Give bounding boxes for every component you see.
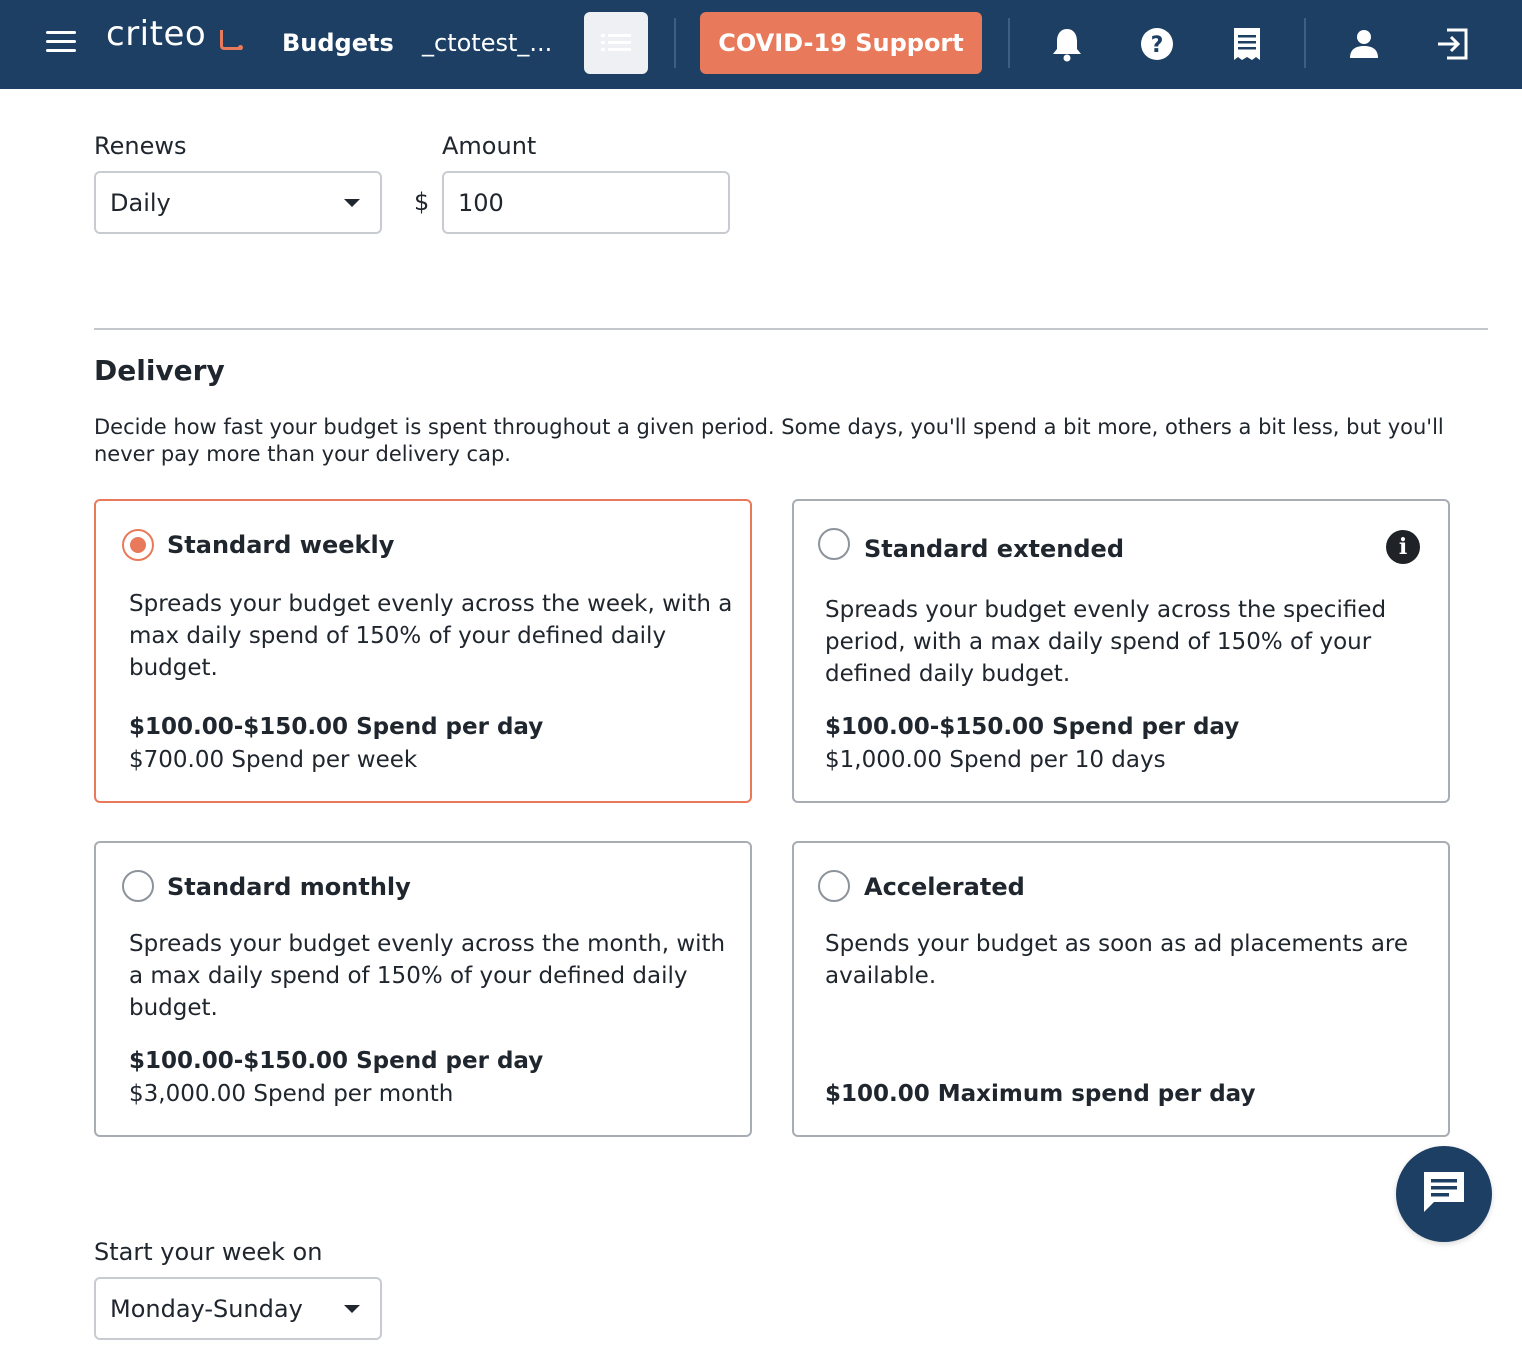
radio-accelerated[interactable] [818,870,850,902]
renews-value: Daily [110,189,171,217]
option-title: Standard weekly [167,531,395,559]
renews-select[interactable] [94,171,382,234]
receipt-icon[interactable] [1227,24,1267,64]
account-selector[interactable]: _ctotest_... [422,29,553,57]
nav-budgets-link[interactable]: Budgets [282,29,394,57]
user-icon[interactable] [1344,24,1384,64]
chat-button[interactable] [1396,1146,1492,1242]
radio-standard-extended[interactable] [818,528,850,560]
radio-standard-weekly[interactable] [122,529,154,561]
option-title: Standard extended [864,535,1125,563]
week-start-value: Monday-Sunday [110,1295,303,1323]
delivery-title: Delivery [94,354,225,387]
delivery-option-standard-weekly[interactable] [94,499,752,803]
section-divider [94,328,1488,330]
info-icon[interactable]: i [1386,530,1420,564]
svg-text:?: ? [1150,33,1164,58]
option-title: Standard monthly [167,873,411,901]
nav-divider [1304,18,1306,68]
option-daily-spend: $100.00 Maximum spend per day [825,1081,1256,1107]
list-view-button[interactable] [584,12,648,74]
option-description: Spends your budget as soon as ad placements are available. [825,931,1409,989]
option-daily-spend: $100.00-$150.00 Spend per day [129,1048,544,1074]
nav-divider [1008,18,1010,68]
radio-standard-monthly[interactable] [122,870,154,902]
covid-support-button[interactable]: COVID-19 Support [700,12,982,74]
bell-icon[interactable] [1047,24,1087,64]
renews-label: Renews [94,132,187,160]
option-daily-spend: $100.00-$150.00 Spend per day [129,714,544,740]
top-navigation-bar [0,0,1522,89]
option-description: Spreads your budget evenly across the month, with a max daily spend of 150% of your defined daily budget. [129,931,726,1021]
menu-icon[interactable] [46,31,78,57]
option-description: Spreads your budget evenly across the specified period, with a max daily spend of 150% of your defined daily budget. [825,597,1387,687]
chat-icon [1420,1168,1468,1216]
logo-dot [238,45,243,50]
list-icon [601,32,631,54]
option-daily-spend: $100.00-$150.00 Spend per day [825,714,1240,740]
criteo-logo[interactable]: criteo [106,14,207,54]
nav-divider [674,18,676,68]
delivery-option-accelerated[interactable] [792,841,1450,1137]
option-title: Accelerated [864,873,1025,901]
delivery-description: Decide how fast your budget is spent throughout a given period. Some days, you'll spend a bit more, others a bit less, but you'll never pay more than your delivery cap. [94,415,1444,466]
amount-label: Amount [442,132,537,160]
option-period-spend: $700.00 Spend per week [129,747,418,773]
week-start-label: Start your week on [94,1238,323,1266]
option-period-spend: $3,000.00 Spend per month [129,1081,454,1107]
amount-input[interactable] [442,171,730,234]
help-icon[interactable] [1137,24,1177,64]
delivery-option-standard-monthly[interactable] [94,841,752,1137]
logout-icon[interactable] [1433,24,1473,64]
week-start-select[interactable] [94,1277,382,1340]
delivery-option-standard-extended[interactable] [792,499,1450,803]
chevron-down-icon [344,1305,360,1313]
chevron-down-icon [344,199,360,207]
option-description: Spreads your budget evenly across the week, with a max daily spend of 150% of your defined daily budget. [129,591,733,681]
option-period-spend: $1,000.00 Spend per 10 days [825,747,1166,773]
currency-symbol: $ [414,188,430,216]
